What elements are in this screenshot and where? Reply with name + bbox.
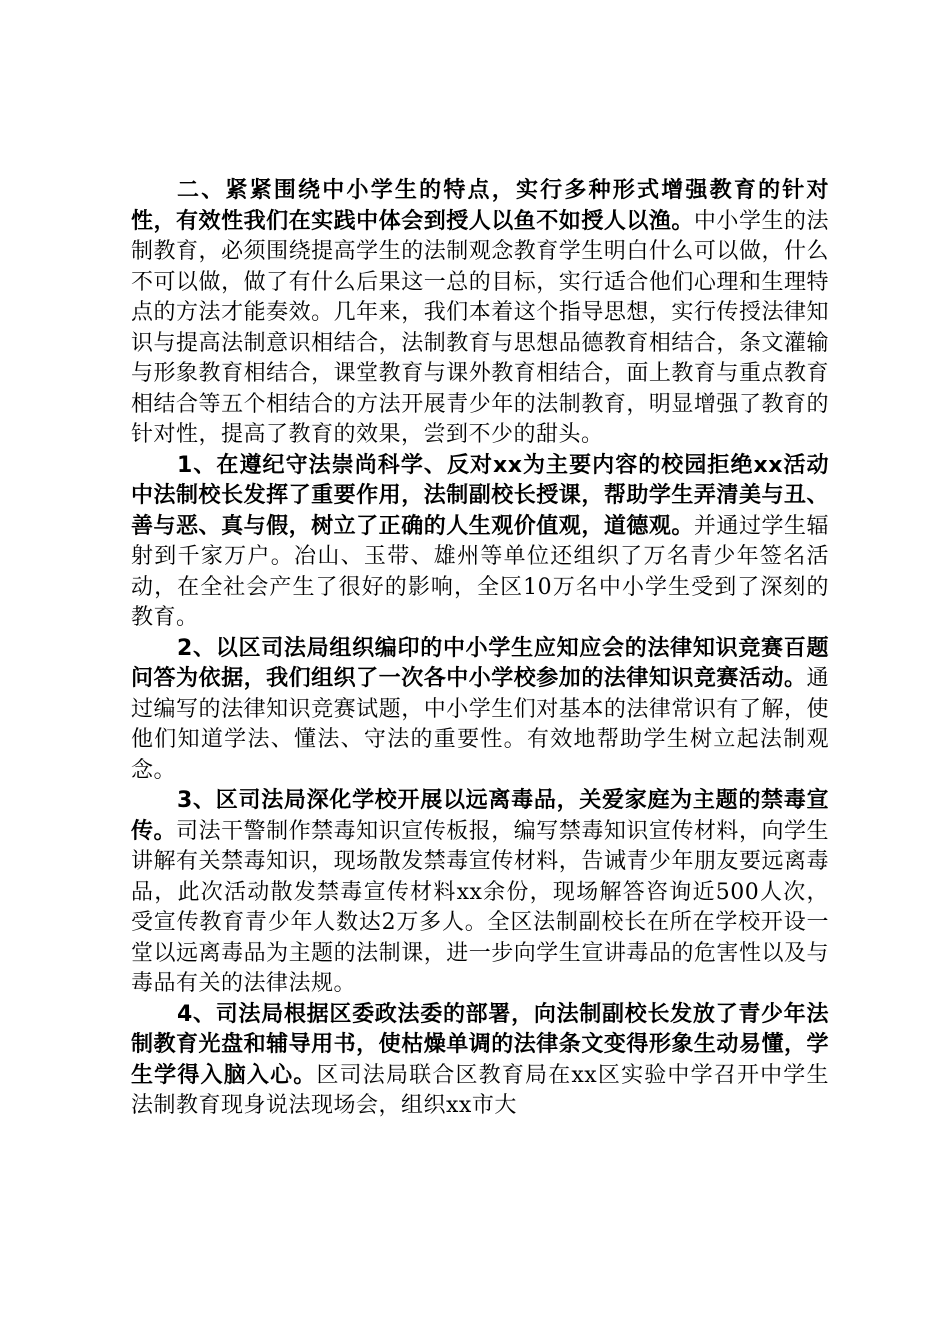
- paragraph-item-1: [131, 451, 829, 634]
- paragraph-text: 中小学生的法制教育，必须围绕提高学生的法制观念教育学生明白什么可以做，什么不可以做，做了有什么后果这一总的目标，实行适合他们心理和生理特点的方法才能奏效。几年来，我们本着这个指导思想，实行传授法律知识与提高法制意识相结合，法制教育与思想品德教育相结合，条文灌输与形象教育相结合，课堂教育与课外教育相结合，面上教育与重点教育相结合等五个相结合的方法开展青少年的法制教育，明显增强了教育的针对性，提高了教育的效果，尝到不少的甜头。: [131, 208, 829, 447]
- paragraph-lead: 3、区司法局深化学校开展以远离毒品，关爱家庭为主题的禁毒宣传。: [131, 788, 829, 844]
- paragraph-item-2: [131, 634, 829, 787]
- paragraph-lead: 4、司法局根据区委政法委的部署，向法制副校长发放了青少年法制教育光盘和辅导用书，使枯燥单调的法律条文变得形象生动易懂，学生学得入脑入心。: [131, 1001, 829, 1088]
- paragraph-lead: 二、紧紧围绕中小学生的特点，实行多种形式增强教育的针对性，有效性我们在实践中体会到授人以鱼不如授人以渔。: [131, 178, 829, 234]
- paragraph-lead: 1、在遵纪守法崇尚科学、反对xx为主要内容的校园拒绝xx活动中法制校长发挥了重要作用，法制副校长授课，帮助学生弄清美与丑、善与恶、真与假，树立了正确的人生观价值观，道德观。: [131, 452, 829, 539]
- paragraph-text: 通过编写的法律知识竞赛试题，中小学生们对基本的法律常识有了解，使他们知道学法、懂法、守法的重要性。有效地帮助学生树立起法制观念。: [131, 666, 829, 783]
- paragraph-lead: 2、以区司法局组织编印的中小学生应知应会的法律知识竞赛百题问答为依据，我们组织了一次各中小学校参加的法律知识竞赛活动。: [131, 635, 829, 691]
- document-body: [131, 176, 829, 1122]
- paragraph-item-3: [131, 786, 829, 1000]
- paragraph-text: 司法干警制作禁毒知识宣传板报，编写禁毒知识宣传材料，向学生讲解有关禁毒知识，现场散发禁毒宣传材料，告诫青少年朋友要远离毒品，此次活动散发禁毒宣传材料xx余份，现场解答咨询近500人次，受宣传教育青少年人数达2万多人。全区法制副校长在所在学校开设一堂以远离毒品为主题的法制课，进一步向学生宣讲毒品的危害性以及与毒品有关的法律法规。: [131, 818, 829, 996]
- paragraph-section-2: [131, 176, 829, 451]
- paragraph-item-4: [131, 1000, 829, 1122]
- paragraph-text: 并通过学生辐射到千家万户。冶山、玉带、雄州等单位还组织了万名青少年签名活动，在全社会产生了很好的影响，全区10万名中小学生受到了深刻的教育。: [131, 513, 829, 630]
- paragraph-text: 区司法局联合区教育局在xx区实验中学召开中学生法制教育现身说法现场会，组织xx市大: [131, 1062, 829, 1118]
